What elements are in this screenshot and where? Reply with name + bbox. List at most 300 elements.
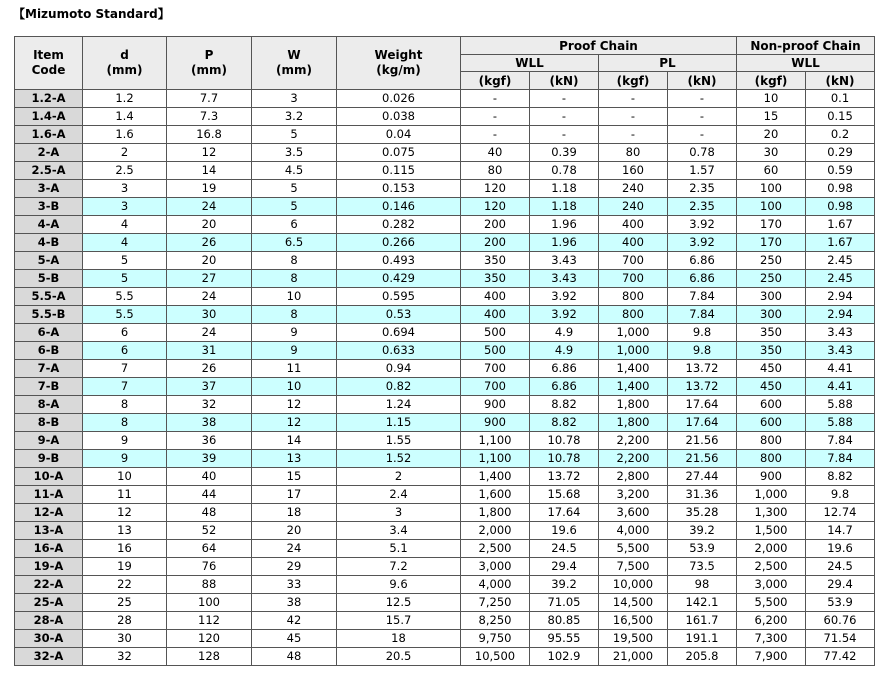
cell-proof-wll-kgf: - — [461, 90, 530, 108]
cell-proof-pl-kgf: 240 — [599, 180, 668, 198]
cell-weight: 2 — [337, 468, 461, 486]
cell-proof-wll-kn: 10.78 — [530, 450, 599, 468]
cell-proof-pl-kn: 31.36 — [668, 486, 737, 504]
cell-weight: 0.282 — [337, 216, 461, 234]
cell-proof-wll-kn: 24.5 — [530, 540, 599, 558]
table-row — [15, 396, 875, 414]
cell-nonproof-wll-kn: 9.8 — [806, 486, 875, 504]
cell-proof-wll-kgf: 500 — [461, 342, 530, 360]
cell-weight: 1.15 — [337, 414, 461, 432]
cell-item-code: 5-B — [15, 270, 83, 288]
cell-item-code: 3-B — [15, 198, 83, 216]
cell-weight: 0.94 — [337, 360, 461, 378]
cell-proof-wll-kgf: - — [461, 108, 530, 126]
cell-nonproof-wll-kgf: 170 — [737, 216, 806, 234]
table-row — [15, 414, 875, 432]
cell-p: 14 — [167, 162, 252, 180]
cell-p: 39 — [167, 450, 252, 468]
cell-w: 33 — [252, 576, 337, 594]
cell-proof-pl-kgf: 3,200 — [599, 486, 668, 504]
cell-p: 20 — [167, 216, 252, 234]
table-row — [15, 468, 875, 486]
cell-d: 13 — [83, 522, 167, 540]
header-proof-chain: Proof Chain — [461, 37, 737, 55]
cell-proof-wll-kn: 19.6 — [530, 522, 599, 540]
chain-spec-table — [14, 36, 875, 666]
cell-nonproof-wll-kgf: 600 — [737, 396, 806, 414]
header-unit-kgf: (kgf) — [461, 72, 530, 90]
cell-weight: 9.6 — [337, 576, 461, 594]
cell-weight: 0.493 — [337, 252, 461, 270]
cell-proof-pl-kgf: 2,200 — [599, 432, 668, 450]
cell-item-code: 1.6-A — [15, 126, 83, 144]
cell-proof-wll-kn: 0.39 — [530, 144, 599, 162]
cell-nonproof-wll-kgf: 7,300 — [737, 630, 806, 648]
header-weight: Weight (kg/m) — [337, 37, 461, 90]
cell-w: 3.5 — [252, 144, 337, 162]
table-row — [15, 144, 875, 162]
cell-d: 1.4 — [83, 108, 167, 126]
cell-proof-wll-kgf: 350 — [461, 270, 530, 288]
cell-proof-pl-kn: 39.2 — [668, 522, 737, 540]
table-row — [15, 342, 875, 360]
cell-p: 37 — [167, 378, 252, 396]
cell-proof-pl-kgf: 160 — [599, 162, 668, 180]
cell-nonproof-wll-kn: 3.43 — [806, 342, 875, 360]
cell-proof-wll-kgf: 1,800 — [461, 504, 530, 522]
cell-proof-wll-kn: 3.43 — [530, 252, 599, 270]
cell-nonproof-wll-kn: 2.45 — [806, 252, 875, 270]
cell-item-code: 12-A — [15, 504, 83, 522]
cell-d: 5.5 — [83, 306, 167, 324]
cell-nonproof-wll-kn: 8.82 — [806, 468, 875, 486]
cell-proof-pl-kn: 191.1 — [668, 630, 737, 648]
cell-proof-pl-kn: 13.72 — [668, 378, 737, 396]
cell-proof-pl-kn: 98 — [668, 576, 737, 594]
cell-nonproof-wll-kgf: 800 — [737, 450, 806, 468]
table-row — [15, 126, 875, 144]
cell-item-code: 16-A — [15, 540, 83, 558]
cell-proof-pl-kn: 9.8 — [668, 342, 737, 360]
cell-d: 2 — [83, 144, 167, 162]
cell-proof-wll-kgf: 40 — [461, 144, 530, 162]
cell-proof-pl-kn: 73.5 — [668, 558, 737, 576]
cell-d: 6 — [83, 342, 167, 360]
cell-item-code: 4-B — [15, 234, 83, 252]
cell-proof-pl-kgf: 7,500 — [599, 558, 668, 576]
table-row — [15, 522, 875, 540]
cell-proof-wll-kgf: 2,000 — [461, 522, 530, 540]
cell-proof-pl-kgf: 5,500 — [599, 540, 668, 558]
cell-nonproof-wll-kn: 2.94 — [806, 306, 875, 324]
cell-w: 17 — [252, 486, 337, 504]
cell-proof-pl-kn: 142.1 — [668, 594, 737, 612]
cell-weight: 0.075 — [337, 144, 461, 162]
cell-proof-wll-kn: - — [530, 126, 599, 144]
cell-nonproof-wll-kgf: 300 — [737, 288, 806, 306]
cell-p: 52 — [167, 522, 252, 540]
cell-w: 38 — [252, 594, 337, 612]
cell-proof-pl-kgf: 1,400 — [599, 378, 668, 396]
header-proof-pl: PL — [599, 55, 737, 72]
cell-d: 5.5 — [83, 288, 167, 306]
cell-nonproof-wll-kgf: 600 — [737, 414, 806, 432]
cell-item-code: 10-A — [15, 468, 83, 486]
cell-proof-wll-kn: 15.68 — [530, 486, 599, 504]
cell-d: 32 — [83, 648, 167, 666]
cell-proof-wll-kn: 95.55 — [530, 630, 599, 648]
cell-item-code: 6-B — [15, 342, 83, 360]
cell-p: 64 — [167, 540, 252, 558]
table-row — [15, 540, 875, 558]
cell-p: 76 — [167, 558, 252, 576]
cell-nonproof-wll-kgf: 15 — [737, 108, 806, 126]
cell-p: 38 — [167, 414, 252, 432]
cell-d: 5 — [83, 252, 167, 270]
cell-weight: 1.55 — [337, 432, 461, 450]
cell-weight: 20.5 — [337, 648, 461, 666]
cell-w: 5 — [252, 198, 337, 216]
cell-d: 9 — [83, 450, 167, 468]
cell-w: 5 — [252, 126, 337, 144]
cell-w: 42 — [252, 612, 337, 630]
cell-p: 112 — [167, 612, 252, 630]
cell-nonproof-wll-kn: 71.54 — [806, 630, 875, 648]
cell-proof-wll-kn: 71.05 — [530, 594, 599, 612]
cell-proof-wll-kgf: 10,500 — [461, 648, 530, 666]
cell-w: 45 — [252, 630, 337, 648]
cell-proof-wll-kgf: 1,100 — [461, 450, 530, 468]
table-title: 【Mizumoto Standard】 — [13, 7, 170, 21]
cell-item-code: 5.5-B — [15, 306, 83, 324]
cell-d: 25 — [83, 594, 167, 612]
cell-proof-pl-kgf: - — [599, 108, 668, 126]
cell-proof-wll-kgf: 8,250 — [461, 612, 530, 630]
cell-weight: 0.153 — [337, 180, 461, 198]
cell-d: 4 — [83, 234, 167, 252]
cell-proof-wll-kn: - — [530, 108, 599, 126]
cell-nonproof-wll-kgf: 3,000 — [737, 576, 806, 594]
cell-w: 8 — [252, 252, 337, 270]
cell-weight: 0.53 — [337, 306, 461, 324]
cell-proof-pl-kn: 2.35 — [668, 198, 737, 216]
cell-p: 44 — [167, 486, 252, 504]
cell-proof-wll-kgf: 200 — [461, 234, 530, 252]
cell-nonproof-wll-kgf: 5,500 — [737, 594, 806, 612]
header-unit-kn: (kN) — [668, 72, 737, 90]
cell-nonproof-wll-kgf: 1,000 — [737, 486, 806, 504]
cell-weight: 3 — [337, 504, 461, 522]
cell-proof-wll-kn: 0.78 — [530, 162, 599, 180]
cell-d: 19 — [83, 558, 167, 576]
cell-w: 4.5 — [252, 162, 337, 180]
cell-proof-wll-kn: 4.9 — [530, 342, 599, 360]
cell-w: 8 — [252, 306, 337, 324]
cell-p: 30 — [167, 306, 252, 324]
cell-proof-pl-kgf: 4,000 — [599, 522, 668, 540]
cell-p: 100 — [167, 594, 252, 612]
cell-item-code: 5-A — [15, 252, 83, 270]
cell-p: 12 — [167, 144, 252, 162]
cell-p: 32 — [167, 396, 252, 414]
cell-d: 7 — [83, 360, 167, 378]
cell-proof-wll-kn: 102.9 — [530, 648, 599, 666]
table-row — [15, 270, 875, 288]
cell-proof-pl-kgf: 1,000 — [599, 324, 668, 342]
cell-proof-wll-kgf: 900 — [461, 414, 530, 432]
cell-proof-wll-kn: 13.72 — [530, 468, 599, 486]
cell-nonproof-wll-kn: 0.2 — [806, 126, 875, 144]
cell-p: 7.7 — [167, 90, 252, 108]
cell-nonproof-wll-kn: 7.84 — [806, 450, 875, 468]
cell-weight: 7.2 — [337, 558, 461, 576]
cell-weight: 3.4 — [337, 522, 461, 540]
cell-d: 3 — [83, 180, 167, 198]
header-non-proof-chain: Non-proof Chain — [737, 37, 875, 55]
cell-item-code: 8-B — [15, 414, 83, 432]
table-row — [15, 324, 875, 342]
table-row — [15, 288, 875, 306]
table-row — [15, 612, 875, 630]
cell-d: 12 — [83, 504, 167, 522]
cell-proof-wll-kn: 3.92 — [530, 306, 599, 324]
cell-nonproof-wll-kn: 53.9 — [806, 594, 875, 612]
cell-proof-pl-kgf: 400 — [599, 234, 668, 252]
cell-item-code: 2.5-A — [15, 162, 83, 180]
cell-nonproof-wll-kn: 0.98 — [806, 180, 875, 198]
table-row — [15, 486, 875, 504]
cell-item-code: 5.5-A — [15, 288, 83, 306]
cell-item-code: 1.2-A — [15, 90, 83, 108]
cell-proof-wll-kn: 6.86 — [530, 378, 599, 396]
cell-proof-wll-kgf: 400 — [461, 288, 530, 306]
cell-proof-wll-kn: 8.82 — [530, 396, 599, 414]
header-unit-kgf: (kgf) — [599, 72, 668, 90]
cell-d: 22 — [83, 576, 167, 594]
cell-proof-wll-kgf: 500 — [461, 324, 530, 342]
cell-proof-pl-kn: 3.92 — [668, 216, 737, 234]
cell-proof-wll-kgf: 3,000 — [461, 558, 530, 576]
cell-proof-wll-kn: 6.86 — [530, 360, 599, 378]
cell-proof-wll-kn: 1.96 — [530, 234, 599, 252]
cell-proof-pl-kgf: 16,500 — [599, 612, 668, 630]
cell-nonproof-wll-kgf: 100 — [737, 198, 806, 216]
cell-nonproof-wll-kgf: 20 — [737, 126, 806, 144]
cell-d: 8 — [83, 414, 167, 432]
table-row — [15, 378, 875, 396]
cell-proof-pl-kn: 27.44 — [668, 468, 737, 486]
cell-proof-wll-kgf: 1,600 — [461, 486, 530, 504]
cell-proof-wll-kn: 17.64 — [530, 504, 599, 522]
cell-weight: 1.24 — [337, 396, 461, 414]
cell-d: 8 — [83, 396, 167, 414]
cell-proof-wll-kgf: 350 — [461, 252, 530, 270]
cell-proof-wll-kn: 3.92 — [530, 288, 599, 306]
cell-nonproof-wll-kgf: 30 — [737, 144, 806, 162]
cell-nonproof-wll-kgf: 170 — [737, 234, 806, 252]
cell-nonproof-wll-kgf: 7,900 — [737, 648, 806, 666]
cell-weight: 0.026 — [337, 90, 461, 108]
cell-proof-pl-kgf: 19,500 — [599, 630, 668, 648]
cell-proof-pl-kgf: 80 — [599, 144, 668, 162]
cell-w: 10 — [252, 288, 337, 306]
cell-nonproof-wll-kgf: 250 — [737, 252, 806, 270]
table-row — [15, 360, 875, 378]
cell-w: 10 — [252, 378, 337, 396]
cell-proof-pl-kgf: - — [599, 90, 668, 108]
cell-proof-wll-kgf: 200 — [461, 216, 530, 234]
header-d: d (mm) — [83, 37, 167, 90]
cell-item-code: 7-A — [15, 360, 83, 378]
cell-w: 11 — [252, 360, 337, 378]
cell-nonproof-wll-kn: 3.43 — [806, 324, 875, 342]
cell-nonproof-wll-kgf: 800 — [737, 432, 806, 450]
table-row — [15, 306, 875, 324]
cell-proof-wll-kgf: 900 — [461, 396, 530, 414]
cell-proof-pl-kgf: 240 — [599, 198, 668, 216]
cell-w: 13 — [252, 450, 337, 468]
cell-proof-wll-kgf: 9,750 — [461, 630, 530, 648]
cell-w: 8 — [252, 270, 337, 288]
cell-item-code: 13-A — [15, 522, 83, 540]
cell-p: 40 — [167, 468, 252, 486]
cell-proof-wll-kgf: 120 — [461, 198, 530, 216]
cell-proof-pl-kn: 21.56 — [668, 450, 737, 468]
cell-weight: 0.038 — [337, 108, 461, 126]
cell-nonproof-wll-kn: 12.74 — [806, 504, 875, 522]
cell-item-code: 11-A — [15, 486, 83, 504]
cell-nonproof-wll-kgf: 900 — [737, 468, 806, 486]
cell-weight: 0.115 — [337, 162, 461, 180]
cell-item-code: 6-A — [15, 324, 83, 342]
header-p: P (mm) — [167, 37, 252, 90]
cell-d: 30 — [83, 630, 167, 648]
cell-proof-pl-kn: 7.84 — [668, 288, 737, 306]
cell-proof-pl-kgf: 1,800 — [599, 414, 668, 432]
cell-weight: 15.7 — [337, 612, 461, 630]
cell-proof-pl-kn: 6.86 — [668, 252, 737, 270]
cell-weight: 0.595 — [337, 288, 461, 306]
cell-proof-wll-kgf: 400 — [461, 306, 530, 324]
cell-nonproof-wll-kn: 4.41 — [806, 378, 875, 396]
cell-p: 26 — [167, 234, 252, 252]
cell-proof-wll-kn: 1.18 — [530, 198, 599, 216]
cell-proof-pl-kgf: 400 — [599, 216, 668, 234]
table-row — [15, 432, 875, 450]
cell-proof-wll-kn: 39.2 — [530, 576, 599, 594]
cell-proof-wll-kgf: 1,400 — [461, 468, 530, 486]
cell-proof-pl-kn: 0.78 — [668, 144, 737, 162]
cell-item-code: 1.4-A — [15, 108, 83, 126]
cell-proof-pl-kn: - — [668, 126, 737, 144]
cell-nonproof-wll-kgf: 6,200 — [737, 612, 806, 630]
cell-weight: 0.146 — [337, 198, 461, 216]
cell-proof-pl-kn: 53.9 — [668, 540, 737, 558]
cell-nonproof-wll-kn: 19.6 — [806, 540, 875, 558]
table-row — [15, 648, 875, 666]
cell-nonproof-wll-kn: 1.67 — [806, 234, 875, 252]
cell-w: 29 — [252, 558, 337, 576]
cell-proof-pl-kn: 1.57 — [668, 162, 737, 180]
cell-nonproof-wll-kn: 2.45 — [806, 270, 875, 288]
cell-nonproof-wll-kgf: 100 — [737, 180, 806, 198]
table-row — [15, 180, 875, 198]
header-unit-kgf: (kgf) — [737, 72, 806, 90]
cell-proof-wll-kgf: 4,000 — [461, 576, 530, 594]
table-row — [15, 234, 875, 252]
cell-proof-pl-kn: 13.72 — [668, 360, 737, 378]
cell-nonproof-wll-kn: 1.67 — [806, 216, 875, 234]
cell-proof-pl-kn: 7.84 — [668, 306, 737, 324]
cell-proof-wll-kgf: 7,250 — [461, 594, 530, 612]
cell-proof-pl-kgf: 14,500 — [599, 594, 668, 612]
cell-proof-pl-kgf: 10,000 — [599, 576, 668, 594]
cell-d: 10 — [83, 468, 167, 486]
cell-item-code: 4-A — [15, 216, 83, 234]
cell-nonproof-wll-kn: 5.88 — [806, 396, 875, 414]
cell-nonproof-wll-kgf: 450 — [737, 360, 806, 378]
cell-proof-pl-kgf: 21,000 — [599, 648, 668, 666]
cell-proof-pl-kn: 161.7 — [668, 612, 737, 630]
cell-nonproof-wll-kgf: 350 — [737, 342, 806, 360]
table-row — [15, 450, 875, 468]
cell-p: 26 — [167, 360, 252, 378]
cell-nonproof-wll-kn: 2.94 — [806, 288, 875, 306]
cell-proof-pl-kn: 21.56 — [668, 432, 737, 450]
cell-proof-wll-kgf: - — [461, 126, 530, 144]
cell-proof-wll-kgf: 700 — [461, 378, 530, 396]
cell-d: 6 — [83, 324, 167, 342]
table-row — [15, 576, 875, 594]
table-row — [15, 162, 875, 180]
cell-weight: 2.4 — [337, 486, 461, 504]
cell-item-code: 7-B — [15, 378, 83, 396]
cell-proof-wll-kgf: 2,500 — [461, 540, 530, 558]
cell-proof-pl-kn: 9.8 — [668, 324, 737, 342]
cell-item-code: 22-A — [15, 576, 83, 594]
cell-proof-wll-kn: 29.4 — [530, 558, 599, 576]
cell-w: 6.5 — [252, 234, 337, 252]
cell-proof-wll-kn: 1.18 — [530, 180, 599, 198]
cell-proof-pl-kn: 6.86 — [668, 270, 737, 288]
table-row — [15, 108, 875, 126]
cell-proof-pl-kn: 17.64 — [668, 414, 737, 432]
cell-proof-pl-kgf: 1,800 — [599, 396, 668, 414]
cell-d: 4 — [83, 216, 167, 234]
cell-d: 16 — [83, 540, 167, 558]
cell-proof-wll-kn: 8.82 — [530, 414, 599, 432]
cell-weight: 0.82 — [337, 378, 461, 396]
cell-weight: 18 — [337, 630, 461, 648]
header-item-code: Item Code — [15, 37, 83, 90]
cell-p: 20 — [167, 252, 252, 270]
table-row — [15, 630, 875, 648]
header-unit-kn: (kN) — [806, 72, 875, 90]
cell-proof-pl-kgf: - — [599, 126, 668, 144]
cell-d: 5 — [83, 270, 167, 288]
cell-nonproof-wll-kgf: 2,500 — [737, 558, 806, 576]
cell-d: 11 — [83, 486, 167, 504]
cell-proof-pl-kgf: 700 — [599, 252, 668, 270]
cell-proof-wll-kgf: 1,100 — [461, 432, 530, 450]
cell-d: 1.2 — [83, 90, 167, 108]
cell-proof-wll-kgf: 700 — [461, 360, 530, 378]
table-row — [15, 90, 875, 108]
cell-item-code: 28-A — [15, 612, 83, 630]
cell-proof-pl-kgf: 700 — [599, 270, 668, 288]
cell-proof-pl-kn: 2.35 — [668, 180, 737, 198]
cell-nonproof-wll-kn: 7.84 — [806, 432, 875, 450]
